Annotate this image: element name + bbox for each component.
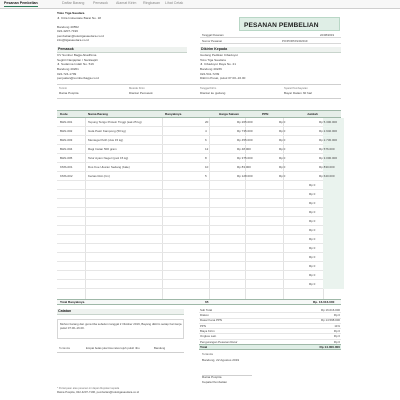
cell-amount: Rp 0 xyxy=(309,209,316,214)
cell-code: KMS-002 xyxy=(60,173,73,178)
cell-code: BHN-001 xyxy=(60,119,73,124)
table-row[interactable] xyxy=(57,235,341,244)
table-row[interactable] xyxy=(57,118,341,127)
ship-date-value[interactable]: Diantar ke gudang xyxy=(200,91,226,95)
col-amount: Jumlah xyxy=(307,112,318,117)
amount-cell xyxy=(323,262,344,271)
summary-value: Rp 16.016.000 xyxy=(321,307,340,312)
cell-amount: Rp 2.730.000 xyxy=(319,137,338,142)
cell-tax: Rp 0 xyxy=(279,155,286,160)
cell-code: BHN-005 xyxy=(60,155,73,160)
tab-item-list[interactable]: Daftar Barang xyxy=(62,1,85,5)
company-name: Toko Tiga Saudara xyxy=(57,11,85,15)
company-phone: 022-4207-7196 xyxy=(57,29,78,33)
amount-in-words: Empat belas juta lima ratus tujuh puluh ribu xyxy=(86,346,140,350)
tab-purchase-order[interactable]: Pesanan Pembelian xyxy=(4,1,38,5)
table-row[interactable] xyxy=(57,190,341,199)
grand-total-label: Total xyxy=(200,345,208,350)
sign-date-label: Tertanda xyxy=(59,346,70,350)
cell-amount: Rp 0 xyxy=(309,191,316,196)
notes-heading: Catatan xyxy=(58,309,72,314)
ship-to-line: Toko Tiga Saudara xyxy=(200,57,226,62)
supplier-line: Jl. Sudarma Indah No. 516 xyxy=(57,62,94,66)
cell-amount: Rp 0 xyxy=(309,254,316,259)
cell-name: Mentega Putih (dus 15 kg) xyxy=(88,137,124,142)
company-city: Bandung 40552 xyxy=(57,25,79,29)
ship-date-label: Tanggal Kirim xyxy=(200,87,217,90)
cell-tax: Rp 0 xyxy=(279,164,286,169)
total-quantity-row xyxy=(57,299,341,305)
ship-to-line: Bandung 40236 xyxy=(200,67,222,71)
cell-tax: Rp 0 xyxy=(279,173,286,178)
total-qty-value: 65 xyxy=(205,300,209,305)
cell-price: Rp 375.000 xyxy=(237,155,253,160)
amount-cell xyxy=(323,235,344,244)
cell-amount: Rp 2.940.000 xyxy=(319,128,338,133)
amount-cell xyxy=(323,217,344,226)
table-row[interactable] xyxy=(57,199,341,208)
cell-name: Gula Pasir Kampong (50 kg) xyxy=(88,128,126,133)
cell-qty: 20 xyxy=(205,119,209,124)
terms-divider-bottom xyxy=(57,98,341,99)
ship-to-line: Gudang Pedikan Cibaduyut xyxy=(200,53,238,57)
cell-amount: Rp 0 xyxy=(309,245,316,250)
grand-total-row xyxy=(199,344,341,350)
number-label: Nomor Pesanan xyxy=(202,39,223,43)
grand-total-value: Rp 14.000.000 xyxy=(319,345,340,350)
terms-divider xyxy=(57,84,341,85)
payment-terms-value[interactable]: Bayar Dalam 30 hari xyxy=(284,91,313,95)
cell-qty: 5 xyxy=(205,173,207,178)
supplier-line: CV Sumber Bagja Abadhima xyxy=(57,53,97,57)
signer-name: Ratna Puspita xyxy=(202,375,222,379)
ship-to-line: Jl. Cibaduyut Raya No. 21 xyxy=(200,62,236,66)
purchase-order-sheet xyxy=(54,10,344,400)
date-label: Tanggal Pesanan xyxy=(202,33,224,37)
cell-amount: Rp 0 xyxy=(309,272,316,277)
sign-place: Bandung xyxy=(154,346,166,350)
company-street: Jl. Citra Indoestate Barat No. 18 xyxy=(57,16,102,20)
cell-price: Rp 128.000 xyxy=(237,173,253,178)
cell-qty: 8 xyxy=(205,155,207,160)
title-box xyxy=(239,17,340,31)
cell-amount: Rp 0 xyxy=(309,182,316,187)
items-table-header xyxy=(57,110,341,118)
table-row[interactable] xyxy=(57,271,341,280)
table-row[interactable] xyxy=(57,244,341,253)
approver-label: Tertanda xyxy=(202,352,213,356)
terms-value[interactable]: Ratna Puspita xyxy=(59,91,79,95)
cell-code: BHN-003 xyxy=(60,137,73,142)
supplier-line: Bandung 40261 xyxy=(57,67,79,71)
table-row[interactable] xyxy=(57,217,341,226)
cell-tax: Rp 0 xyxy=(279,128,286,133)
cell-amount: Rp 0 xyxy=(309,200,316,205)
payment-terms-label: Syarat Pembayaran xyxy=(284,87,308,90)
amount-cell xyxy=(323,253,344,262)
col-code: Kode xyxy=(60,112,68,117)
col-qty: Banyaknya xyxy=(165,112,182,117)
amount-cell xyxy=(323,190,344,199)
amount-cell xyxy=(323,199,344,208)
table-row[interactable] xyxy=(57,226,341,235)
ship-to-line: 022-541-7239 xyxy=(200,71,220,76)
table-row[interactable] xyxy=(57,181,341,190)
cell-price: Rp 265.000 xyxy=(237,119,253,124)
ship-method-value[interactable]: Diantar Pemasok xyxy=(129,91,153,95)
summary-label: PPN xyxy=(200,323,206,328)
summary-value: Rp 0 xyxy=(333,334,340,339)
supplier-line: penjualan@sumberbagja.co.id xyxy=(57,76,99,80)
notes-text: Mohon barang dan guna tiba sebelum tanggal 2 Oktober 2019, Bayang dikirim setiap hari kerja pukul 07.00–16.00. xyxy=(60,322,182,330)
table-row[interactable] xyxy=(57,136,341,145)
notes-header xyxy=(57,309,184,315)
table-row[interactable] xyxy=(57,163,341,172)
summary-value: Rp 0 xyxy=(333,313,340,318)
cell-qty: 10 xyxy=(205,164,209,169)
supplier-line: Segitiri Nanjaplan / Nanfaapili xyxy=(57,57,98,62)
summary-value: Rp 0 xyxy=(333,339,340,344)
table-row[interactable] xyxy=(57,145,341,154)
table-row[interactable] xyxy=(57,253,341,262)
cell-amount: Rp 5.300.000 xyxy=(319,119,338,124)
ship-to-line: Dikirim Pusat, pukul 07.00–16.00 xyxy=(200,76,246,80)
cell-amount: Rp 830.000 xyxy=(319,164,335,169)
cell-code: BHN-002 xyxy=(60,128,73,133)
ship-method-label: Metode Kirim xyxy=(129,87,145,90)
col-price: Harga Satuan xyxy=(219,112,239,117)
cell-price: Rp 735.000 xyxy=(237,128,253,133)
tab-print-preview[interactable]: Lihat Cetak xyxy=(165,1,184,5)
total-amount-value: Rp. 16.016.000 xyxy=(313,300,335,305)
cell-tax: Rp 0 xyxy=(279,146,286,151)
notes-divider xyxy=(57,352,184,353)
cell-qty: 4 xyxy=(205,128,207,133)
supplier-heading: Pemasok xyxy=(58,47,74,52)
cell-price: Rp 83.000 xyxy=(237,164,251,169)
cell-qty: 6 xyxy=(205,137,207,142)
signer-title: Kepala Pembelian xyxy=(202,379,228,384)
summary-label: Diskon xyxy=(200,313,209,318)
signature-line xyxy=(202,375,252,376)
number-value[interactable]: PO/PORTAS/0/2019 xyxy=(282,39,308,43)
table-row[interactable] xyxy=(57,127,341,136)
table-row[interactable] xyxy=(57,172,341,181)
table-row[interactable] xyxy=(57,154,341,163)
summary-value: Rp 14.598.000 xyxy=(321,318,340,323)
cell-qty: 12 xyxy=(205,146,209,151)
cell-amount: Rp 0 xyxy=(309,263,316,268)
cell-name: Ragi Instan 500 gram xyxy=(88,146,117,151)
date-field-underline xyxy=(200,33,341,38)
ship-to-heading: Dikirim Kepada xyxy=(201,47,228,52)
summary-label: Pengurangan Pesanan Retur xyxy=(200,339,238,344)
cell-price: Rp 455.000 xyxy=(237,137,253,142)
total-qty-label: Total Banyaknya xyxy=(60,300,85,305)
cell-name: Tepung Terigu Protein Tinggi (sak 25 kg) xyxy=(88,119,142,124)
footer-contact: Ratna Puspita, 022-4207-7196, pembelian@tokotigasaudara.co.id xyxy=(57,390,139,394)
cell-tax: Rp 0 xyxy=(279,137,286,142)
amount-cell xyxy=(323,181,344,190)
date-value[interactable]: 22/08/2019 xyxy=(320,33,334,37)
footer-note: * Pertanyaan atas pesanan ini dapat ditujukan kepada xyxy=(57,387,120,390)
amount-cell xyxy=(323,208,344,217)
place-date: Bandung, 22 Agustus 2019 xyxy=(202,358,240,362)
table-row[interactable] xyxy=(57,208,341,217)
cell-amount: Rp 0 xyxy=(309,236,316,241)
summary-value: 11% xyxy=(334,323,340,328)
tab-supplier[interactable]: Pemasok xyxy=(93,1,108,5)
cell-amount: Rp 0 xyxy=(309,227,316,232)
cell-price: Rp 48.000 xyxy=(237,146,251,151)
company-email: pembelian@tokotigasaudara.co.id xyxy=(57,33,104,38)
document-title: PESANAN PEMBELIAN xyxy=(244,21,319,29)
terms-label: Termin xyxy=(59,87,68,90)
summary-value: Rp 0 xyxy=(333,329,340,334)
summary-label: Biaya Kirim xyxy=(200,329,215,334)
notes-textarea[interactable] xyxy=(57,319,184,339)
cell-tax: Rp 0 xyxy=(279,119,286,124)
amount-cell xyxy=(323,280,344,289)
summary-label: Dasar Kena PPN xyxy=(200,318,223,323)
cell-amount: Rp 0 xyxy=(309,218,316,223)
cell-amount: Rp 0 xyxy=(309,281,316,286)
amount-cell xyxy=(323,244,344,253)
cell-name: Dus Kue Ukuran Sedang (bale) xyxy=(88,164,130,169)
tab-ship-address[interactable]: Alamat Kirim xyxy=(116,1,137,5)
company-email-2: info@tigasaudara.co.id xyxy=(57,38,89,42)
col-name: Nama Barang xyxy=(88,112,108,117)
cell-name: Telur Ayam Negeri (peti 15 kg) xyxy=(88,155,129,160)
cell-amount: Rp 576.000 xyxy=(319,146,335,151)
col-tax: PPN xyxy=(262,112,269,117)
cell-amount: Rp 640.000 xyxy=(319,173,335,178)
cell-code: BHN-004 xyxy=(60,146,73,151)
summary-label: Sub Total xyxy=(200,307,212,312)
supplier-line: 022-724-1799 xyxy=(57,71,77,76)
tab-bar xyxy=(0,0,400,9)
amount-cell xyxy=(323,271,344,280)
summary-label: Ongkos Lain xyxy=(200,334,217,339)
tab-summary[interactable]: Ringkasan xyxy=(143,1,160,5)
cell-amount: Rp 3.000.000 xyxy=(319,155,338,160)
number-field-underline xyxy=(200,39,341,44)
cell-code: KMS-001 xyxy=(60,164,73,169)
amount-cell xyxy=(323,226,344,235)
table-row[interactable] xyxy=(57,280,341,289)
cell-name: Kertas Roti (rim) xyxy=(88,173,110,178)
table-row[interactable] xyxy=(57,262,341,271)
